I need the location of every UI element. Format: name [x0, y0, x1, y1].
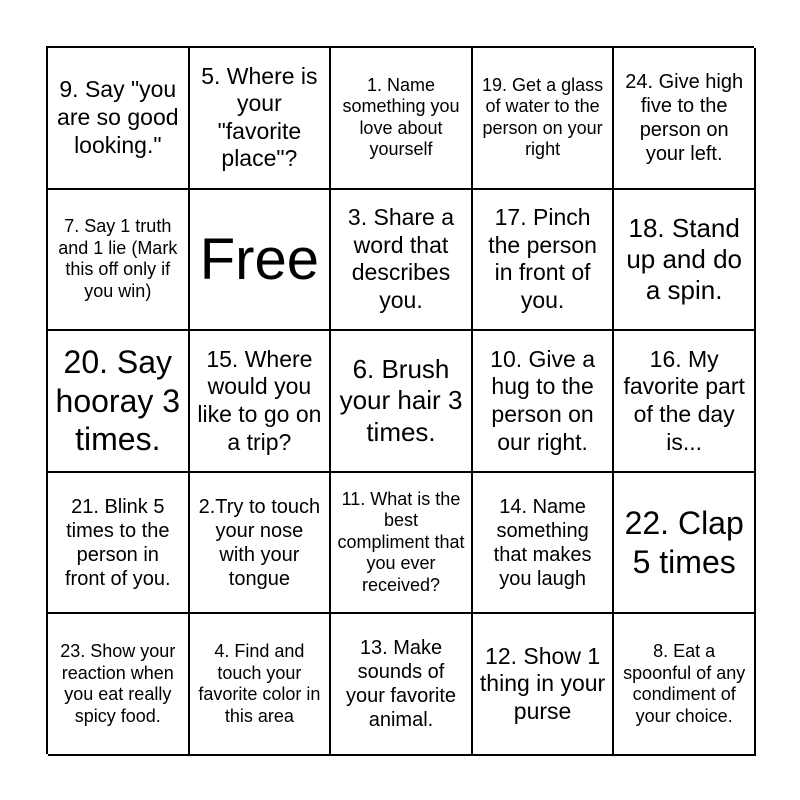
cell-text: 2.Try to touch your nose with your tongue: [198, 495, 321, 590]
bingo-cell-r5c4[interactable]: [473, 614, 615, 756]
cell-text: 10. Give a hug to the person on our right.: [490, 345, 595, 455]
cell-text: 17. Pinch the person in front of you.: [488, 204, 597, 313]
cell-text: 24. Give high five to the person on your left.: [625, 70, 744, 165]
bingo-cell-r2c3[interactable]: [331, 190, 473, 332]
bingo-cell-r2c5[interactable]: [614, 190, 756, 332]
cell-text: 7. Say 1 truth and 1 lie (Mark this off only if you win): [58, 216, 178, 301]
cell-text: 1. Name something you love about yourself: [342, 74, 460, 160]
bingo-cell-r1c1[interactable]: [48, 48, 190, 190]
cell-text: 19. Get a glass of water to the person on your right: [482, 74, 604, 160]
cell-text: 20. Say hooray 3 times.: [55, 344, 181, 458]
bingo-cell-r1c2[interactable]: [190, 48, 332, 190]
cell-text: 22. Clap 5 times: [624, 505, 744, 580]
bingo-cell-r5c5[interactable]: [614, 614, 756, 756]
cell-text: 14. Name something that makes you laugh: [493, 495, 592, 590]
bingo-cell-r4c3[interactable]: [331, 473, 473, 615]
bingo-cell-r3c3[interactable]: [331, 331, 473, 473]
bingo-cell-r5c2[interactable]: [190, 614, 332, 756]
cell-text: 3. Share a word that describes you.: [347, 204, 455, 313]
bingo-cell-r1c3[interactable]: [331, 48, 473, 190]
cell-text: 13. Make sounds of your favorite animal.: [345, 637, 457, 732]
cell-text: 23. Show your reaction when you eat really spicy food.: [60, 640, 176, 726]
cell-text: 16. My favorite part of the day is...: [623, 345, 745, 455]
bingo-cell-r3c4[interactable]: [473, 331, 615, 473]
cell-text: 12. Show 1 thing in your purse: [479, 642, 606, 724]
bingo-cell-r2c1[interactable]: [48, 190, 190, 332]
bingo-cell-r4c1[interactable]: [48, 473, 190, 615]
cell-text: 11. What is the best compliment that you ever received?: [337, 488, 465, 595]
cell-text: 5. Where is your "favorite place"?: [201, 62, 318, 172]
cell-text: 18. Stand up and do a spin.: [626, 212, 742, 305]
bingo-cell-r5c1[interactable]: [48, 614, 190, 756]
bingo-cell-r4c4[interactable]: [473, 473, 615, 615]
cell-text: 6. Brush your hair 3 times.: [339, 354, 463, 447]
cell-text: 4. Find and touch your favorite color in this area: [198, 640, 321, 726]
bingo-cell-r3c2[interactable]: [190, 331, 332, 473]
bingo-cell-r2c4[interactable]: [473, 190, 615, 332]
cell-text: 9. Say "you are so good looking.": [57, 76, 179, 158]
bingo-cell-r5c3[interactable]: [331, 614, 473, 756]
bingo-cell-free[interactable]: [190, 190, 332, 332]
bingo-cell-r3c1[interactable]: [48, 331, 190, 473]
cell-text: 21. Blink 5 times to the person in front of you.: [64, 495, 171, 590]
bingo-cell-r1c4[interactable]: [473, 48, 615, 190]
bingo-cell-r4c5[interactable]: [614, 473, 756, 615]
bingo-board: [46, 46, 754, 754]
free-space-label: Free: [199, 226, 320, 292]
bingo-cell-r4c2[interactable]: [190, 473, 332, 615]
cell-text: 8. Eat a spoonful of any condiment of your choice.: [623, 640, 746, 726]
cell-text: 15. Where would you like to go on a trip?: [197, 345, 322, 455]
bingo-cell-r1c5[interactable]: [614, 48, 756, 190]
bingo-cell-r3c5[interactable]: [614, 331, 756, 473]
